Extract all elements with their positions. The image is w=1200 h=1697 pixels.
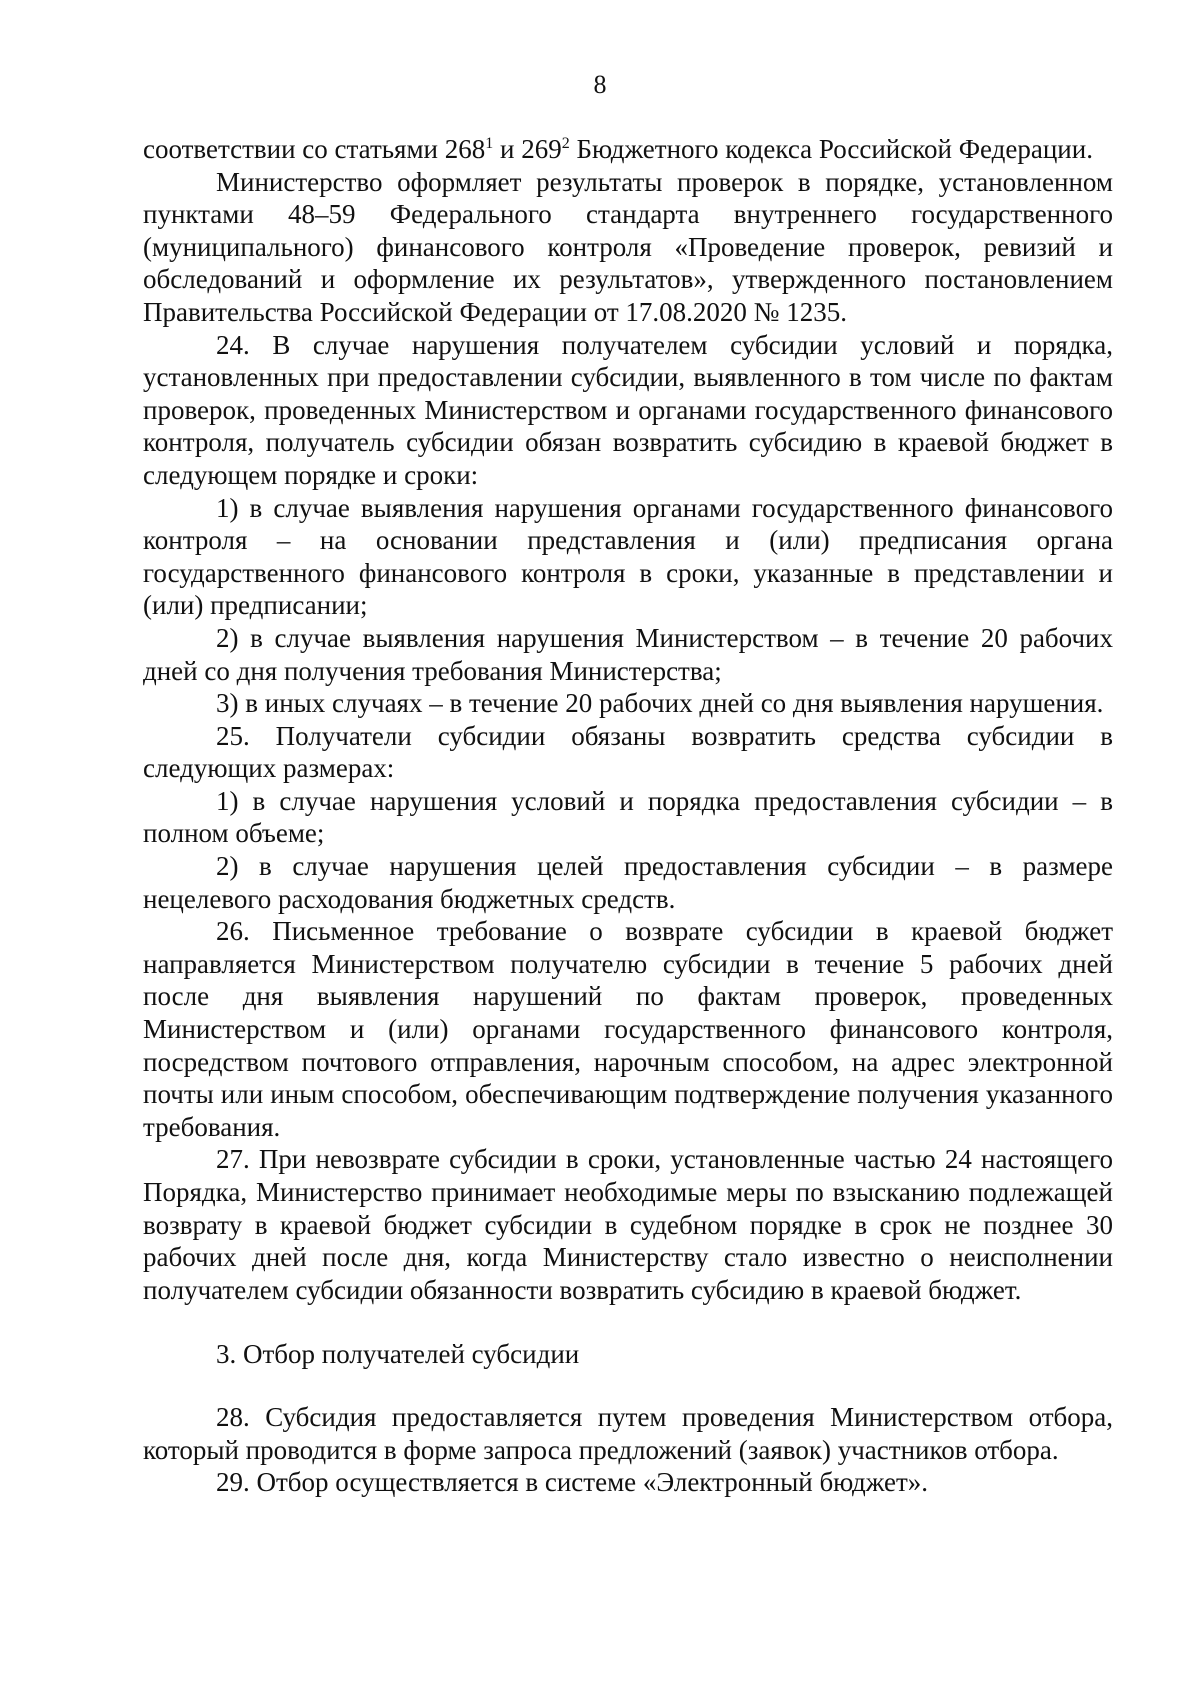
paragraph-item-28: 28. Субсидия предоставляется путем проведения Министерством отбора, который проводится в форме запроса предложений (заявок) участников отбора.	[143, 1401, 1113, 1465]
text-fragment: и 269	[493, 134, 562, 164]
paragraph-item-24: 24. В случае нарушения получателем субсидии условий и порядка, установленных при предоставлении субсидии, выявленного в том числе по фактам проверок, проведенных Министерством и органами государственного финансового контроля, получатель субсидии обязан возвратить субсидию в краевой бюджет в следующем порядке и сроки:	[143, 329, 1113, 490]
page-number: 8	[593, 70, 607, 99]
section-heading: 3. Отбор получателей субсидии	[216, 1339, 580, 1370]
document-body	[143, 133, 1113, 1499]
subitem: 3) в иных случаях – в течение 20 рабочих дней со дня выявления нарушения.	[216, 688, 1104, 719]
continued-paragraph	[143, 133, 1113, 166]
text-fragment: соответствии со статьями 268	[143, 134, 486, 164]
subitem: 1) в случае выявления нарушения органами государственного финансового контроля – на основании представления и (или) предписания органа государственного финансового контроля в сроки, указанные в представлении и (или) предписании;	[143, 492, 1113, 621]
subitem: 2) в случае выявления нарушения Министерством – в течение 20 рабочих дней со дня получения требования Министерства;	[143, 622, 1113, 686]
paragraph-item-25: 25. Получатели субсидии обязаны возвратить средства субсидии в следующих размерах:	[143, 720, 1113, 784]
superscript: 2	[561, 135, 570, 152]
text-fragment: Бюджетного кодекса Российской Федерации.	[569, 134, 1093, 164]
superscript: 1	[485, 135, 494, 152]
subitem: 1) в случае нарушения условий и порядка предоставления субсидии – в полном объеме;	[143, 785, 1113, 849]
paragraph-item-26: 26. Письменное требование о возврате субсидии в краевой бюджет направляется Министерством получателю субсидии в течение 5 рабочих дней после дня выявления нарушений по фактам проверок, проведенных Министерством и (или) органами государственного финансового контроля, посредством почтового отправления, нарочным способом, на адрес электронной почты или иным способом, обеспечивающим подтверждение получения указанного требования.	[143, 916, 1113, 1142]
paragraph: Министерство оформляет результаты проверок в порядке, установленном пунктами 48–59 Федерального стандарта внутреннего государственного (муниципального) финансового контроля «Проведение проверок, ревизий и обследований и оформление их результатов», утвержденного постановлением Правительства Российской Федерации от 17.08.2020 № 1235.	[143, 166, 1113, 327]
subitem: 2) в случае нарушения целей предоставления субсидии – в размере нецелевого расходования бюджетных средств.	[143, 851, 1113, 914]
paragraph-item-27: 27. При невозврате субсидии в сроки, установленные частью 24 настоящего Порядка, Министерство принимает необходимые меры по взысканию подлежащей возврату в краевой бюджет субсидии в судебном порядке в срок не позднее 30 рабочих дней после дня, когда Министерству стало известно о неисполнении получателем субсидии обязанности возвратить субсидию в краевой бюджет.	[143, 1144, 1113, 1305]
paragraph-item-29: 29. Отбор осуществляется в системе «Электронный бюджет».	[216, 1467, 929, 1498]
